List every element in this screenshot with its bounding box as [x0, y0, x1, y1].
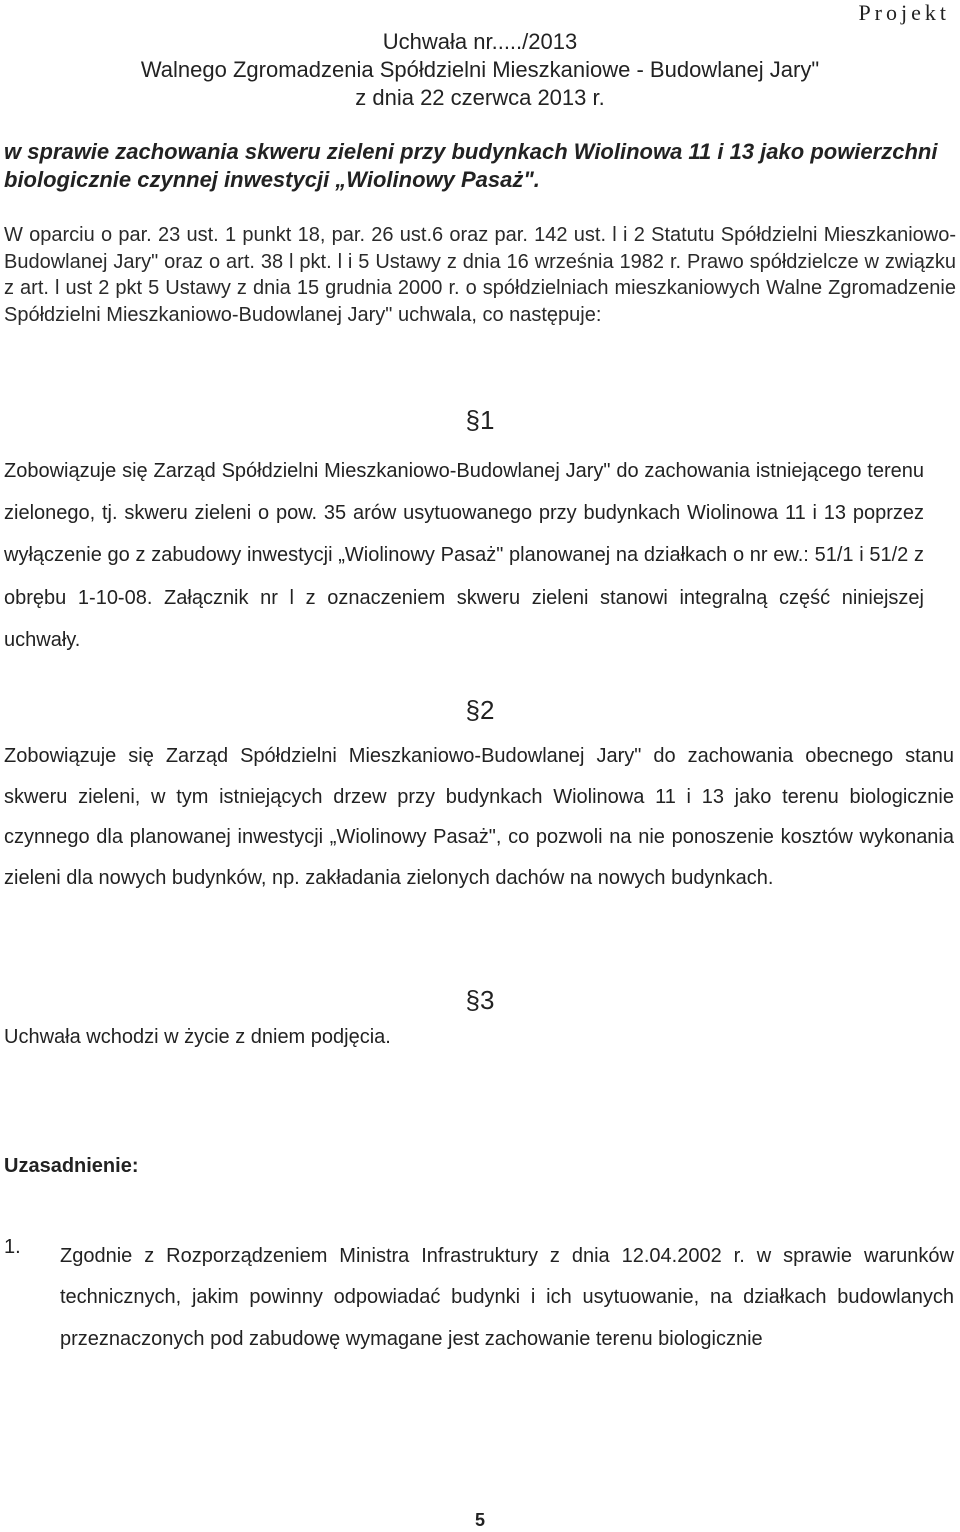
- justification-item-number: 1.: [4, 1236, 21, 1258]
- resolution-title: Uchwała nr...../2013: [382, 29, 578, 54]
- resolution-date: z dnia 22 czerwca 2013 r.: [355, 85, 605, 110]
- justification-item-text: Zgodnie z Rozporządzeniem Ministra Infrastruktury z dnia 12.04.2002 r. w sprawie warunków technicznych, jakim powinny odpowiadać budynki i ich usytuowanie, na działkach budowlanych przeznaczonych pod zabudowę wymagane jest zachowanie terenu biologicznie: [60, 1245, 954, 1350]
- section-1-text: Zobowiązuje się Zarząd Spółdzielni Mieszkaniowo-Budowlanej Jary" do zachowania istniejącego terenu zielonego, tj. skweru zieleni o pow. 35 arów usytuowanego przy budynkach Wiolinowa 11 i 13 poprzez wyłączenie go z zabudowy inwestycji „Wiolinowy Pasaż" planowanej na działkach o nr ew.: 51/1 i 51/2 z obrębu 1-10-08. Załącznik nr l z oznaczeniem skweru zieleni stanowi integralną część niniejszej uchwały.: [4, 460, 924, 651]
- section-3-text: Uchwała wchodzi w życie z dniem podjęcia.: [4, 1026, 391, 1048]
- justification-heading: Uzasadnienie:: [4, 1155, 139, 1177]
- section-2-mark: §2: [465, 695, 495, 725]
- section-3-mark: §3: [465, 985, 495, 1015]
- page-number: 5: [474, 1510, 485, 1530]
- resolution-body: Walnego Zgromadzenia Spółdzielni Mieszkaniowe - Budowlanej Jary": [140, 57, 820, 82]
- section-1-mark: §1: [465, 405, 495, 435]
- legal-basis-paragraph: W oparciu o par. 23 ust. 1 punkt 18, par. 26 ust.6 oraz par. 142 ust. l i 2 Statutu Spółdzielni Mieszkaniowo-Budowlanej Jary" oraz o art. 38 l pkt. l i 5 Ustawy z dnia 16 września 1982 r. Prawo spółdzielcze w związku z art. l ust 2 pkt 5 Ustawy z dnia 15 grudnia 2000 r. o spółdzielniach mieszkaniowych Walne Zgromadzenie Spółdzielni Mieszkaniowo-Budowlanej Jary" uchwala, co następuje:: [4, 224, 956, 326]
- projekt-label: Projekt: [858, 0, 950, 25]
- section-2-text: Zobowiązuje się Zarząd Spółdzielni Mieszkaniowo-Budowlanej Jary" do zachowania obecnego stanu skweru zieleni, w tym istniejących drzew przy budynkach Wiolinowa 11 i 13 jako terenu biologicznie czynnego dla planowanej inwestycji „Wiolinowy Pasaż", co pozwoli na nie ponoszenie kosztów wykonania zieleni dla nowych budynków, np. zakładania zielonych dachów na nowych budynkach.: [4, 745, 954, 889]
- resolution-subject: w sprawie zachowania skweru zieleni przy budynkach Wiolinowa 11 i 13 jako powierzchni biologicznie czynnej inwestycji „Wiolinowy Pasaż".: [4, 139, 938, 192]
